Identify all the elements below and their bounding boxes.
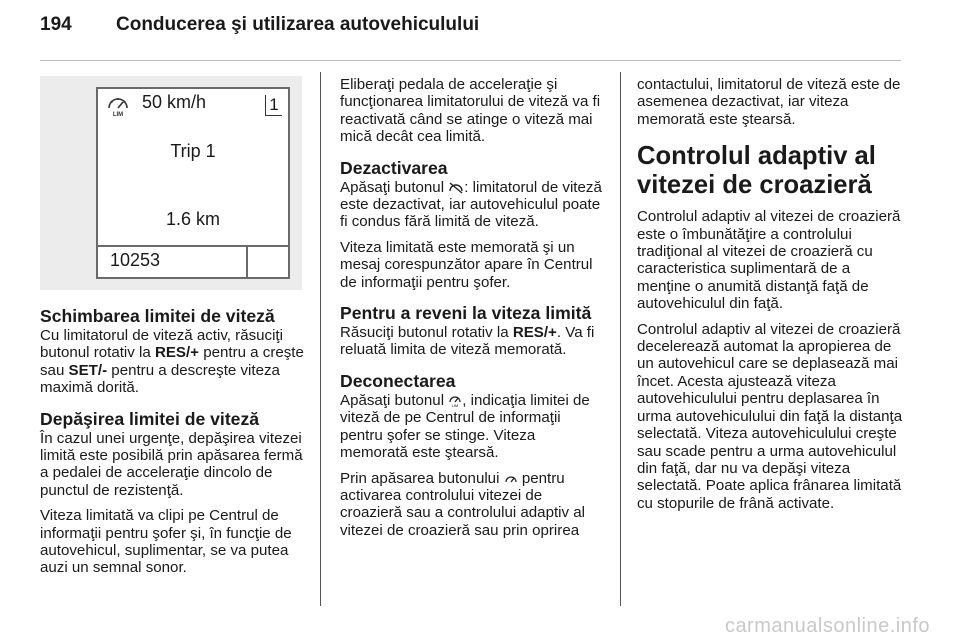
paragraph-acc-2: Controlul adaptiv al vitezei de croazieră decelerează automat la apropierea de un autovehicul care se deplasează mai încet. Acesta ajustează viteza autovehiculului pentru deplasarea în urma autovehiculului din faţă la distanţa selectată. Viteza autovehiculului creşte sau scade pentru a urma autovehiculul din faţă, dar nu va depăşi viteza selectată. Poate aplica frânarea limitată cu stopurile de frână activate.	[637, 320, 903, 512]
instrument-display-figure	[40, 76, 302, 290]
heading-disconnect: Deconectarea	[340, 370, 456, 391]
speed-limiter-icon	[106, 95, 130, 117]
svg-text:LIM: LIM	[112, 112, 124, 117]
svg-text:LIM: LIM	[451, 402, 459, 407]
trip-label: Trip 1	[170, 141, 216, 161]
paragraph-disconnect-2: Prin apăsarea butonului pentru activarea controlului vitezei de croazieră sau a controlului adaptiv al vitezei de croazieră sau prin oprirea	[340, 469, 585, 539]
paragraph-continuation: contactului, limitatorul de viteză este de asemenea dezactivat, iar viteza memorată este ştearsă.	[637, 76, 901, 128]
odometer-side-cell	[246, 247, 288, 277]
page-title: Conducerea şi utilizarea autovehiculului	[116, 14, 480, 35]
paragraph-exceed-2: Viteza limitată va clipi pe Centrul de informaţii pentru şofer şi, în funcţie de autovehicul, suplimentar, se va putea auzi un semnal sonor.	[40, 507, 292, 577]
odometer-value: 10253	[110, 250, 161, 270]
heading-exceed-limit: Depăşirea limitei de viteză	[40, 408, 260, 429]
page-number: 194	[40, 14, 72, 35]
odometer-row	[98, 245, 288, 277]
paragraph-release-pedal: Eliberaţi pedala de acceleraţie şi funcţionarea limitatorului de viteză va fi reactivată când se atinge o viteză mai mică decât cea limită.	[340, 76, 601, 146]
paragraph-change-limit: Cu limitatorul de viteză activ, răsuciţi butonul rotativ la RES/+ pentru a creşte sau SET/- pentru a descreşte viteza maximă dorită.	[40, 327, 304, 397]
paragraph-return: Răsuciţi butonul rotativ la RES/+. Va fi reluată limita de viteză memorată.	[340, 324, 595, 359]
paragraph-deactivate-2: Viteza limitată este memorată şi un mesaj corespunzător apare în Centrul de informaţii pentru şofer.	[340, 238, 593, 291]
watermark: carmanualsonline.info	[724, 615, 930, 637]
driver-info-display	[96, 87, 290, 279]
limiter-off-icon	[448, 181, 464, 194]
trip-number-indicator: 1	[265, 95, 282, 116]
paragraph-acc-1: Controlul adaptiv al vitezei de croazieră este o îmbunătăţire a controlului tradiţional al vitezei de croazieră cu caracteristica suplimentară de a menţine o anumită distanţă faţă de autovehiculul din faţă.	[637, 208, 901, 313]
speed-limiter-button-icon	[448, 393, 462, 407]
column-3	[637, 76, 903, 520]
paragraph-deactivate-1: Apăsaţi butonul : limitatorul de viteză este dezactivat, iar autovehiculul poate fi condus fără limită de viteză.	[340, 178, 602, 231]
heading-adaptive-cruise: Controlul adaptiv al vitezei de croazieră	[637, 142, 876, 200]
column-divider-2	[620, 72, 621, 606]
trip-distance: 1.6 km	[165, 209, 221, 229]
cruise-control-icon	[504, 472, 518, 485]
page-header	[40, 14, 479, 44]
header-rule	[40, 60, 901, 61]
column-2	[340, 76, 606, 547]
limit-speed-readout: 50 km/h	[142, 92, 207, 112]
heading-deactivate: Dezactivarea	[340, 157, 448, 178]
paragraph-disconnect-1: Apăsaţi butonul LIM , indicaţia limitei de viteză de pe Centrul de informaţii pentru şofer se stinge. Viteza memorată este ştearsă.	[340, 391, 590, 462]
heading-change-limit: Schimbarea limitei de viteză	[40, 306, 275, 326]
column-divider-1	[320, 72, 321, 606]
paragraph-exceed-1: În cazul unei urgenţe, depăşirea vitezei limită este posibilă prin apăsarea fermă a pedalei de acceleraţie dincolo de punctul de rezistenţă.	[40, 429, 303, 499]
column-1	[40, 306, 308, 585]
heading-return-limit: Pentru a reveni la viteza limită	[340, 303, 592, 324]
